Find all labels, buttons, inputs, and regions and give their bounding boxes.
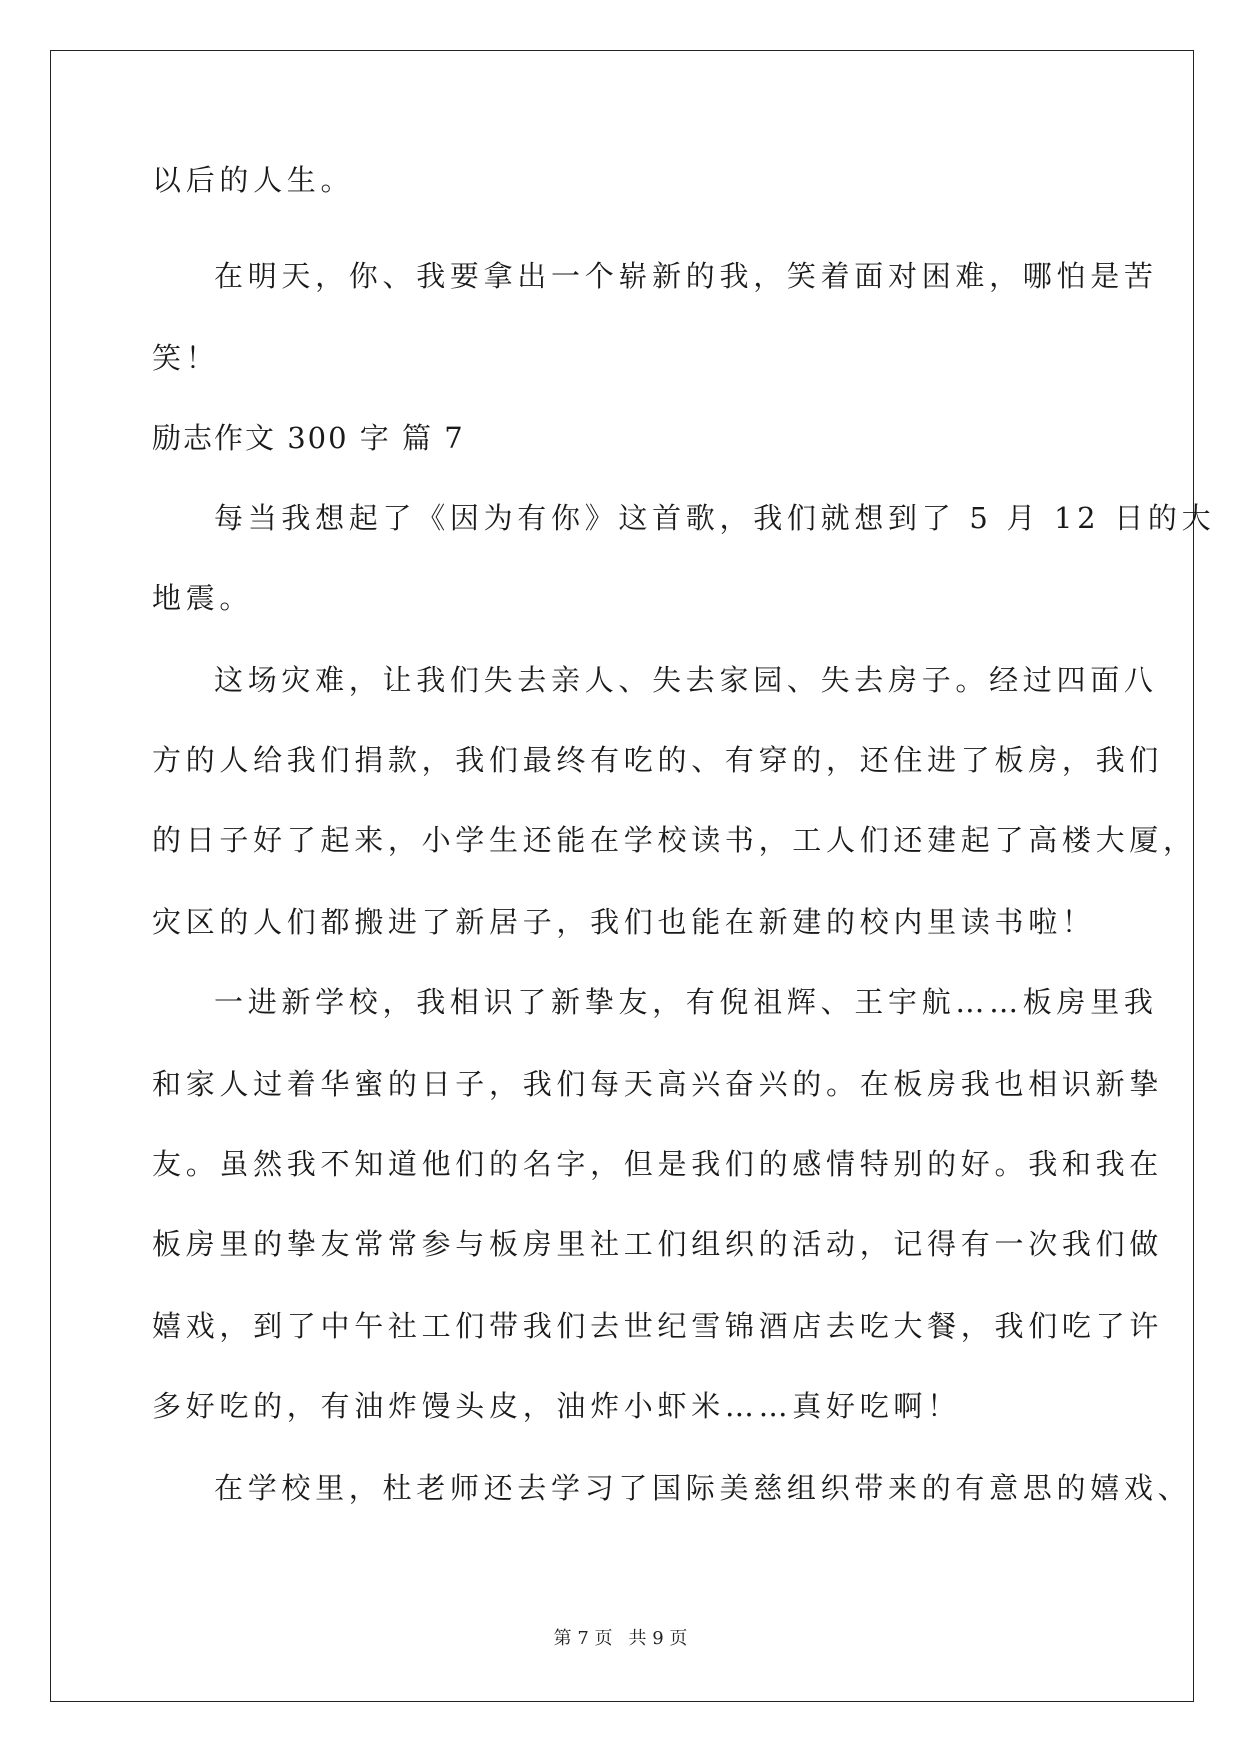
text-line: 笑！ bbox=[152, 341, 220, 375]
text-line: 友。虽然我不知道他们的名字，但是我们的感情特别的好。我和我在 bbox=[152, 1147, 1164, 1181]
text-line: 板房里的挚友常常参与板房里社工们组织的活动，记得有一次我们做 bbox=[152, 1227, 1164, 1261]
paragraph-start: 每当我想起了《因为有你》这首歌，我们就想到了 5 月 12 日的大 bbox=[214, 501, 1216, 535]
paragraph-start: 在学校里，杜老师还去学习了国际美慈组织带来的有意思的嬉戏、 bbox=[214, 1471, 1192, 1505]
text-line: 灾区的人们都搬进了新居子，我们也能在新建的校内里读书啦！ bbox=[152, 905, 1096, 939]
text-line: 的日子好了起来，小学生还能在学校读书，工人们还建起了高楼大厦， bbox=[152, 823, 1197, 857]
text-line: 以后的人生。 bbox=[152, 163, 355, 197]
text-line: 和家人过着华蜜的日子，我们每天高兴奋兴的。在板房我也相识新挚 bbox=[152, 1067, 1164, 1101]
text-line: 多好吃的，有油炸馒头皮，油炸小虾米……真好吃啊！ bbox=[152, 1389, 961, 1423]
text-line: 地震。 bbox=[152, 581, 254, 615]
page-footer bbox=[0, 1627, 1241, 1651]
page-border bbox=[50, 50, 1194, 1702]
text-line: 方的人给我们捐款，我们最终有吃的、有穿的，还住进了板房，我们 bbox=[152, 743, 1164, 777]
text-line: 嬉戏，到了中午社工们带我们去世纪雪锦酒店去吃大餐，我们吃了许 bbox=[152, 1309, 1164, 1343]
paragraph-start: 在明天，你、我要拿出一个崭新的我，笑着面对困难，哪怕是苦 bbox=[214, 259, 1158, 293]
page-number-current: 第 7 页 bbox=[553, 1628, 613, 1649]
paragraph-start: 一进新学校，我相识了新挚友，有倪祖辉、王宇航……板房里我 bbox=[214, 985, 1158, 1019]
page-number-total: 共 9 页 bbox=[628, 1628, 688, 1649]
paragraph-start: 这场灾难，让我们失去亲人、失去家园、失去房子。经过四面八 bbox=[214, 663, 1158, 697]
section-heading: 励志作文 300 字 篇 7 bbox=[152, 421, 465, 455]
